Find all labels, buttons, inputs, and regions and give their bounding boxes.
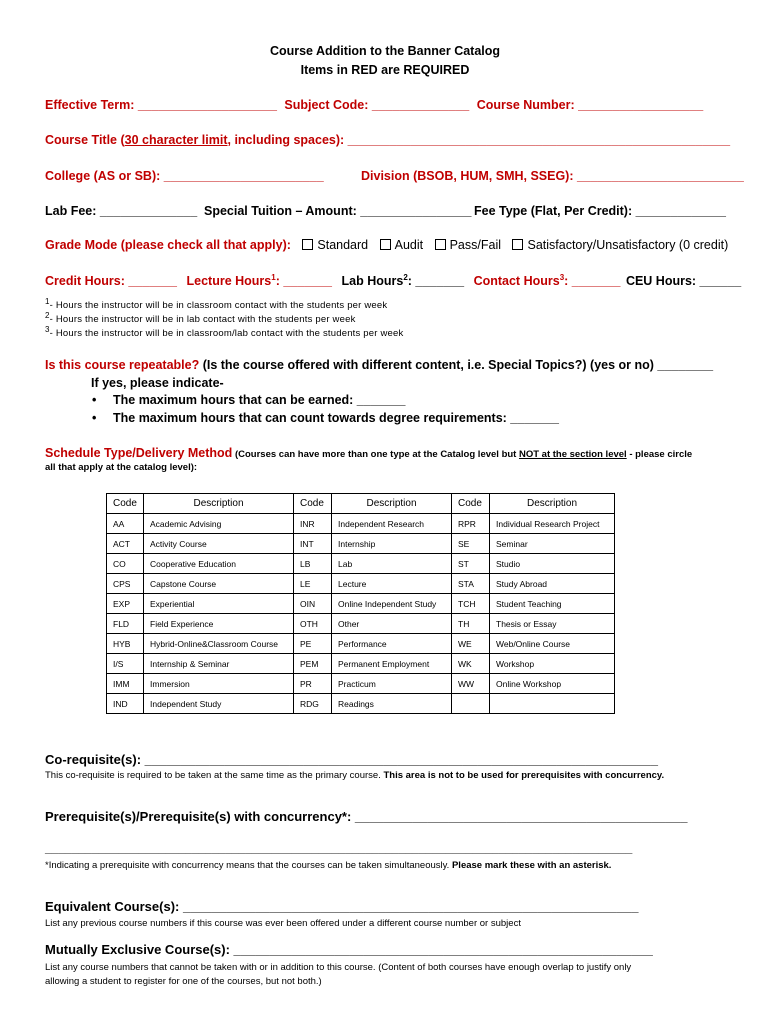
code-cell: CPS xyxy=(107,574,144,594)
subject-code-field[interactable]: Subject Code: ______________ xyxy=(284,98,470,112)
grade-satisfactory-option[interactable] xyxy=(512,238,728,252)
contact-hours-field[interactable] xyxy=(474,274,621,288)
bullet-icon: • xyxy=(92,411,97,425)
note-text: This co-requisite is required to be taken at the same time as the primary course. xyxy=(45,770,384,781)
code-cell: FLD xyxy=(107,614,144,634)
code-cell: RPR xyxy=(452,514,490,534)
description-cell: Online Independent Study xyxy=(332,594,452,614)
code-cell: ACT xyxy=(107,534,144,554)
checkbox-icon[interactable] xyxy=(380,239,391,250)
char-limit: 30 character limit xyxy=(124,133,228,147)
description-cell: Internship & Seminar xyxy=(144,654,294,674)
description-cell: Other xyxy=(332,614,452,634)
option-label: Satisfactory/Unsatisfactory (0 credit) xyxy=(527,238,729,252)
checkbox-icon[interactable] xyxy=(302,239,313,250)
schedule-label: Schedule Type/Delivery Method xyxy=(45,446,233,460)
repeatable-question: Is this course repeatable? xyxy=(45,358,200,372)
effective-row xyxy=(45,98,703,112)
description-cell: Immersion xyxy=(144,674,294,694)
description-cell: Readings xyxy=(332,694,452,714)
course-title-field[interactable] xyxy=(45,133,730,147)
code-cell: ST xyxy=(452,554,490,574)
table-row xyxy=(107,654,615,674)
description-cell: Performance xyxy=(332,634,452,654)
code-cell: RDG xyxy=(294,694,332,714)
description-cell: Study Abroad xyxy=(490,574,615,594)
col-description: Description xyxy=(332,494,452,514)
footnote-text: - Hours the instructor will be in classroom/lab contact with the students per week xyxy=(49,328,404,340)
course-title-label: Course Title ( xyxy=(45,133,125,147)
footnote-2 xyxy=(45,311,356,325)
grade-standard-option[interactable] xyxy=(302,238,368,252)
mutually-exclusive-note-1: List any course numbers that cannot be taken with or in addition to this course. (Content of both courses have enough overlap to justify only xyxy=(45,962,632,973)
code-cell: PR xyxy=(294,674,332,694)
footnote-1 xyxy=(45,297,387,311)
code-cell: WK xyxy=(452,654,490,674)
code-cell: AA xyxy=(107,514,144,534)
option-label: Pass/Fail xyxy=(449,238,501,252)
checkbox-icon[interactable] xyxy=(435,239,446,250)
footnote-ref: 1 xyxy=(271,273,276,282)
description-cell xyxy=(490,694,615,714)
code-cell xyxy=(452,694,490,714)
max-hours-degree-field[interactable]: The maximum hours that can count towards degree requirements: _______ xyxy=(113,411,559,425)
form-title: Course Addition to the Banner Catalog xyxy=(269,44,501,58)
if-yes-label: If yes, please indicate- xyxy=(91,376,224,390)
schedule-type-heading xyxy=(45,446,692,460)
corequisite-note xyxy=(45,770,664,781)
col-code: Code xyxy=(452,494,490,514)
col-code: Code xyxy=(294,494,332,514)
code-cell: STA xyxy=(452,574,490,594)
footnote-number: 3 xyxy=(45,325,50,334)
table-row xyxy=(107,674,615,694)
table-row xyxy=(107,634,615,654)
schedule-note: (Courses can have more than one type at the Catalog level but xyxy=(232,449,519,460)
code-cell: OIN xyxy=(294,594,332,614)
corequisite-field[interactable]: Co-requisite(s): _______________________________________________________________________ xyxy=(45,752,658,767)
description-cell: Studio xyxy=(490,554,615,574)
hours-row xyxy=(45,273,741,288)
lab-hours-field[interactable] xyxy=(342,274,465,288)
contact-blank: : _______ xyxy=(564,274,621,289)
code-cell: LB xyxy=(294,554,332,574)
note-bold: This area is not to be used for prerequisites with concurrency. xyxy=(383,770,665,781)
lecture-hours-field[interactable] xyxy=(187,274,333,288)
table-row xyxy=(107,534,615,554)
lab-label: Lab Hours xyxy=(341,274,404,289)
description-cell: Workshop xyxy=(490,654,615,674)
grade-mode-row xyxy=(45,238,728,252)
equivalent-note: List any previous course numbers if this course was ever been offered under a different course number or subject xyxy=(45,918,521,929)
code-cell: TCH xyxy=(452,594,490,614)
division-field[interactable]: Division (BSOB, HUM, SMH, SSEG): ________________________ xyxy=(361,169,744,183)
repeatable-field[interactable] xyxy=(45,358,713,372)
note-bold: Please mark these with an asterisk. xyxy=(451,860,612,871)
table-body xyxy=(107,514,615,714)
code-cell: LE xyxy=(294,574,332,594)
code-cell: EXP xyxy=(107,594,144,614)
credit-hours-field[interactable]: Credit Hours: _______ xyxy=(45,274,178,289)
description-cell: Capstone Course xyxy=(144,574,294,594)
table-header-row xyxy=(107,494,615,514)
code-cell: OTH xyxy=(294,614,332,634)
schedule-note-end: - please circle xyxy=(626,449,693,460)
description-cell: Independent Study xyxy=(144,694,294,714)
grade-audit-option[interactable] xyxy=(380,238,424,252)
description-cell: Hybrid-Online&Classroom Course xyxy=(144,634,294,654)
footnote-text: - Hours the instructor will be in classroom contact with the students per week xyxy=(49,300,388,312)
description-cell: Lecture xyxy=(332,574,452,594)
note-text: *Indicating a prerequisite with concurrency means that the courses can be taken simultaneously. xyxy=(45,860,452,871)
equivalent-course-field[interactable]: Equivalent Course(s): _______________________________________________________________ xyxy=(45,899,639,914)
code-cell: PE xyxy=(294,634,332,654)
schedule-note-line2: all that apply at the catalog level): xyxy=(45,462,198,473)
description-cell: Activity Course xyxy=(144,534,294,554)
code-cell: I/S xyxy=(107,654,144,674)
code-cell: IND xyxy=(107,694,144,714)
description-cell: Practicum xyxy=(332,674,452,694)
col-description: Description xyxy=(144,494,294,514)
lab-blank: : _______ xyxy=(407,274,465,289)
description-cell: Thesis or Essay xyxy=(490,614,615,634)
option-label: Standard xyxy=(317,238,369,252)
max-hours-earned-field[interactable]: The maximum hours that can be earned: _______ xyxy=(113,393,406,407)
contact-label: Contact Hours xyxy=(473,274,560,289)
footnote-text: - Hours the instructor will be in lab contact with the students per week xyxy=(49,314,356,326)
table-row xyxy=(107,574,615,594)
option-label: Audit xyxy=(394,238,424,252)
prerequisite-note xyxy=(45,860,611,871)
ceu-hours-field[interactable]: CEU Hours: ______ xyxy=(625,274,742,289)
description-cell: Student Teaching xyxy=(490,594,615,614)
code-cell: PEM xyxy=(294,654,332,674)
schedule-note-underlined: NOT at the section level xyxy=(518,449,627,460)
description-cell: Academic Advising xyxy=(144,514,294,534)
footnote-ref: 2 xyxy=(403,273,408,282)
description-cell: Field Experience xyxy=(144,614,294,634)
code-cell: INR xyxy=(294,514,332,534)
description-cell: Permanent Employment xyxy=(332,654,452,674)
code-cell: SE xyxy=(452,534,490,554)
description-cell: Web/Online Course xyxy=(490,634,615,654)
col-description: Description xyxy=(490,494,615,514)
course-title-blank: , including spaces): _______________________________________________________ xyxy=(227,133,731,147)
footnote-number: 1 xyxy=(45,297,50,306)
description-cell: Online Workshop xyxy=(490,674,615,694)
prerequisite-line2[interactable]: ________________________________________________________________________________________ xyxy=(45,841,633,855)
table-row xyxy=(107,514,615,534)
repeatable-detail: (Is the course offered with different content, i.e. Special Topics?) (yes or no) ________ xyxy=(199,358,714,372)
bullet-icon: • xyxy=(92,393,97,407)
table-row xyxy=(107,694,615,714)
description-cell: Seminar xyxy=(490,534,615,554)
description-cell: Internship xyxy=(332,534,452,554)
effective-term-field[interactable]: Effective Term: ____________________ xyxy=(45,98,277,112)
college-field[interactable]: College (AS or SB): _______________________ xyxy=(45,169,324,183)
course-number-field[interactable]: Course Number: __________________ xyxy=(476,98,704,112)
mutually-exclusive-field[interactable]: Mutually Exclusive Course(s): __________________________________________________________ xyxy=(45,942,653,957)
lab-fee-field[interactable]: Lab Fee: ______________ xyxy=(45,204,198,218)
description-cell: Lab xyxy=(332,554,452,574)
code-cell: HYB xyxy=(107,634,144,654)
prerequisite-field[interactable]: Prerequisite(s)/Prerequisite(s) with concurrency*: ______________________________________________ xyxy=(45,809,688,824)
table-row xyxy=(107,554,615,574)
lecture-blank: : _______ xyxy=(275,274,333,289)
fee-type-field[interactable]: Fee Type (Flat, Per Credit): _____________ xyxy=(474,204,726,218)
checkbox-icon[interactable] xyxy=(512,239,523,250)
grade-mode-label: Grade Mode (please check all that apply): xyxy=(45,238,291,252)
description-cell: Cooperative Education xyxy=(144,554,294,574)
schedule-type-table xyxy=(106,493,615,714)
table-row xyxy=(107,614,615,634)
footnote-ref: 3 xyxy=(559,273,565,282)
footnote-number: 2 xyxy=(45,311,50,320)
code-cell: WW xyxy=(452,674,490,694)
description-cell: Independent Research xyxy=(332,514,452,534)
code-cell: TH xyxy=(452,614,490,634)
code-cell: WE xyxy=(452,634,490,654)
grade-passfail-option[interactable] xyxy=(435,238,501,252)
code-cell: IMM xyxy=(107,674,144,694)
code-cell: INT xyxy=(294,534,332,554)
table-row xyxy=(107,594,615,614)
required-note: Items in RED are REQUIRED xyxy=(300,63,470,77)
special-tuition-field[interactable]: Special Tuition – Amount: ________________ xyxy=(204,204,472,218)
footnote-3 xyxy=(45,325,403,339)
description-cell: Experiential xyxy=(144,594,294,614)
description-cell: Individual Research Project xyxy=(490,514,615,534)
code-cell: CO xyxy=(107,554,144,574)
lecture-label: Lecture Hours xyxy=(186,274,272,289)
col-code: Code xyxy=(107,494,144,514)
mutually-exclusive-note-2: allowing a student to register for one of the courses, but not both.) xyxy=(45,976,322,987)
